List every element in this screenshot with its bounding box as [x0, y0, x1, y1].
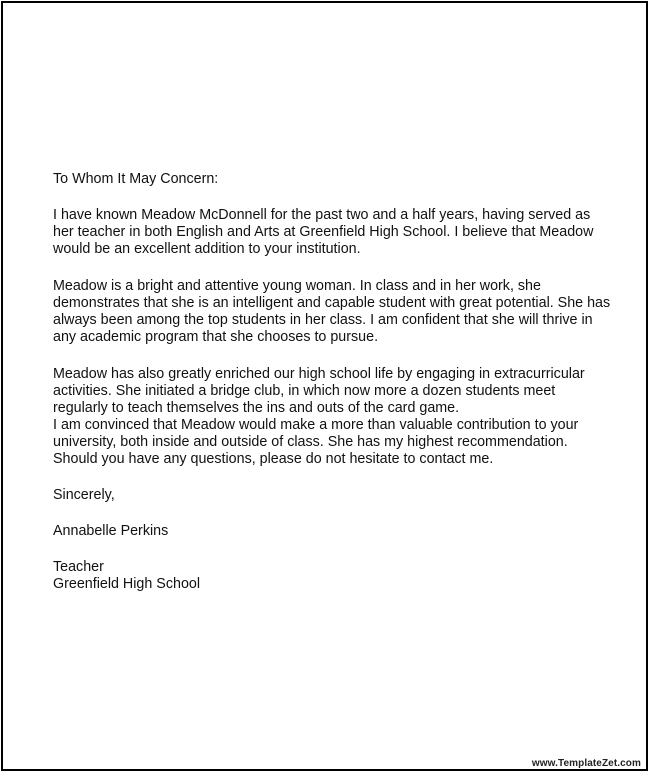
paragraph-recommendation: I am convinced that Meadow would make a more than valuable contribution to your university, both inside and outside of class. She has my highest recommendation. Should you have any questions, please do not hesitate to contact me.	[53, 417, 579, 467]
page-frame	[1, 1, 648, 771]
signer-name: Annabelle Perkins	[53, 523, 169, 539]
watermark: www.TemplateZet.com	[531, 758, 641, 769]
paragraph-activities: Meadow has also greatly enriched our high school life by engaging in extracurricular activities. She initiated a bridge club, in which now more a dozen students meet regularly to teach themselves the ins and outs of the card game.	[53, 366, 585, 416]
paragraph-introduction: I have known Meadow McDonnell for the past two and a half years, having served as her teacher in both English and Arts at Greenfield High School. I believe that Meadow would be an excellent addition to your institution.	[53, 207, 594, 257]
closing: Sincerely,	[53, 487, 115, 503]
letter-body	[53, 171, 613, 593]
salutation: To Whom It May Concern:	[53, 171, 219, 187]
paragraph-character: Meadow is a bright and attentive young woman. In class and in her work, she demonstrates that she is an intelligent and capable student with great potential. She has always been among the top students in her class. I am confident that she will thrive in any academic program that she chooses to pursue.	[53, 278, 611, 345]
signer-title: Teacher	[53, 559, 104, 575]
signer-school: Greenfield High School	[53, 576, 201, 592]
